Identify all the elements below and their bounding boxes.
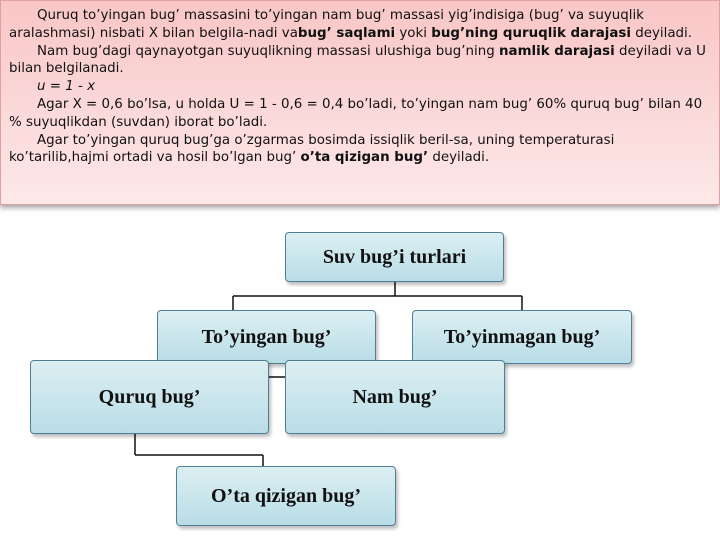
paragraph-superheated-end: deyiladi.	[428, 150, 490, 166]
node-unsaturated-steam: To’yinmagan bug’	[412, 310, 632, 364]
node-dry-steam: Quruq bug’	[30, 360, 269, 434]
paragraph-dryness-end: deyiladi.	[630, 25, 693, 41]
formula: u = 1 - x	[37, 79, 96, 95]
term-superheated-steam: o’ta qizigan bug’	[300, 150, 429, 166]
paragraph-dryness-connector: yoki	[395, 25, 432, 41]
paragraph-example: Agar X = 0,6 bo’lsa, u holda U = 1 - 0,6 = 0,4 bo’ladi, to’yingan nam bug’ 60% quruq bug’ bilan 40 % suyuqlikdan (suvdan) iborat bo’ladi.	[9, 96, 703, 130]
node-steam-types: Suv bug’i turlari	[285, 232, 504, 282]
term-wetness-degree: namlik darajasi	[499, 43, 615, 59]
node-superheated-steam: O’ta qizigan bug’	[176, 466, 396, 526]
term-dryness-degree: bug’ning quruqlik darajasi	[431, 25, 631, 41]
term-steam-content: bug’ saqlami	[297, 25, 396, 41]
node-saturated-steam: To’yingan bug’	[157, 310, 376, 364]
node-wet-steam: Nam bug’	[285, 360, 505, 434]
paragraph-superheated-text: Agar to’yingan quruq bug’ga o’zgarmas bosimda issiqlik beril-sa, uning temperaturasi ko’tarilib,hajmi ortadi va hosil bo’lgan bug’	[9, 132, 615, 166]
paragraph-wetness-end: deyiladi va U bilan belgilanadi.	[9, 43, 706, 77]
paragraph-dryness-text: Quruq to’yingan bug’ massasini to’yingan nam bug’ massasi yig’indisiga (bug’ va suyuqlik aralashmasi) nisbati X bilan belgila-nadi va	[9, 8, 644, 41]
paragraph-wetness-text: Nam bug’dagi qaynayotgan suyuqlikning massasi ulushiga bug’ning	[37, 43, 500, 59]
